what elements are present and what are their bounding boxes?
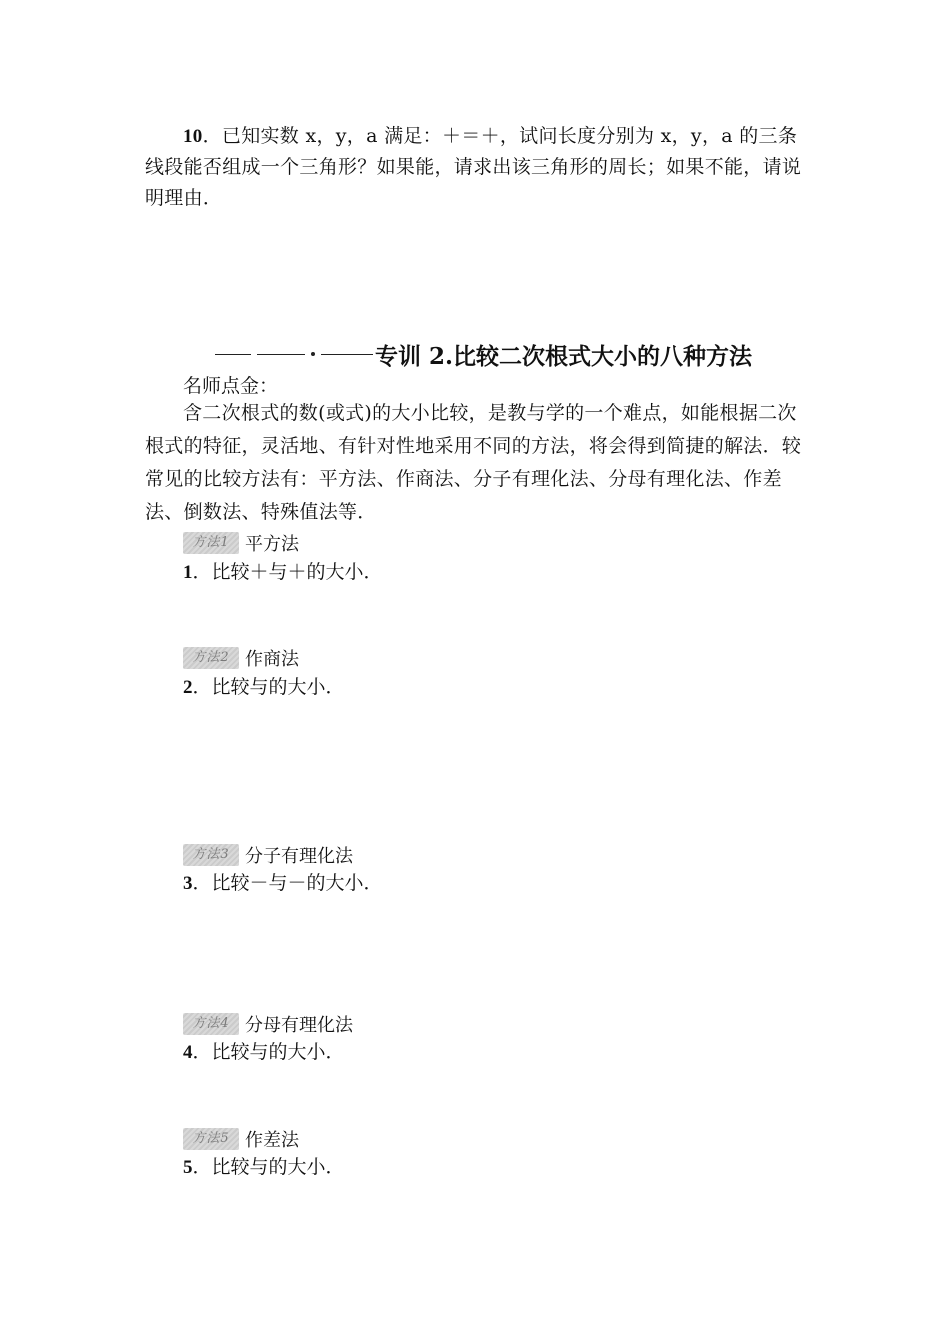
question-number: 10 <box>183 126 203 147</box>
question-text: ．比较＋与＋的大小． <box>192 561 383 583</box>
tip-label: 名师点金： <box>183 375 279 397</box>
method-badge: 方法2 <box>183 647 239 669</box>
question-5 <box>183 1153 345 1182</box>
question-number: 5 <box>183 1157 193 1178</box>
method-heading <box>183 1011 353 1037</box>
question-1 <box>183 558 383 587</box>
question-number: 3 <box>183 873 193 894</box>
question-2 <box>183 673 345 702</box>
method-badge: 方法3 <box>183 844 239 866</box>
method-name: 分子有理化法 <box>245 846 353 867</box>
section-title-row <box>215 336 815 372</box>
section-title: 专训 2.比较二次根式大小的八种方法 <box>375 342 753 370</box>
title-rule <box>321 354 373 355</box>
method-name: 分母有理化法 <box>245 1015 353 1036</box>
question-number: 4 <box>183 1042 193 1063</box>
title-dot <box>311 352 315 356</box>
method-badge: 方法1 <box>183 532 239 554</box>
method-heading <box>183 1126 299 1152</box>
method-heading <box>183 530 299 556</box>
method-name: 作差法 <box>245 1130 299 1151</box>
question-number: 2 <box>183 677 193 698</box>
question-text: ．比较与的大小． <box>192 1041 345 1063</box>
title-rule <box>257 354 305 355</box>
method-badge: 方法5 <box>183 1128 239 1150</box>
question-text: ．比较－与－的大小． <box>192 872 383 894</box>
question-text: ．已知实数 x，y，a 满足：＋＝＋，试问长度分别为 x，y，a 的三条线段能否组成一个三角形？如果能，请求出该三角形的周长；如果不能，请说明理由． <box>145 125 802 209</box>
tip-paragraph: 含二次根式的数(或式)的大小比较，是教与学的一个难点，如能根据二次根式的特征，灵活地、有针对性地采用不同的方法，将会得到简捷的解法．较常见的比较方法有：平方法、作商法、分子有理化法、分母有理化法、作差法、倒数法、特殊值法等． <box>145 402 802 523</box>
method-heading <box>183 645 299 671</box>
method-heading <box>183 842 353 868</box>
method-name: 平方法 <box>245 534 299 555</box>
question-text: ．比较与的大小． <box>192 676 345 698</box>
question-3 <box>183 869 383 898</box>
title-rule <box>215 354 251 355</box>
question-10 <box>145 121 815 214</box>
question-text: ．比较与的大小． <box>192 1156 345 1178</box>
question-4 <box>183 1038 345 1067</box>
method-name: 作商法 <box>245 649 299 670</box>
method-badge: 方法4 <box>183 1013 239 1035</box>
question-number: 1 <box>183 562 193 583</box>
